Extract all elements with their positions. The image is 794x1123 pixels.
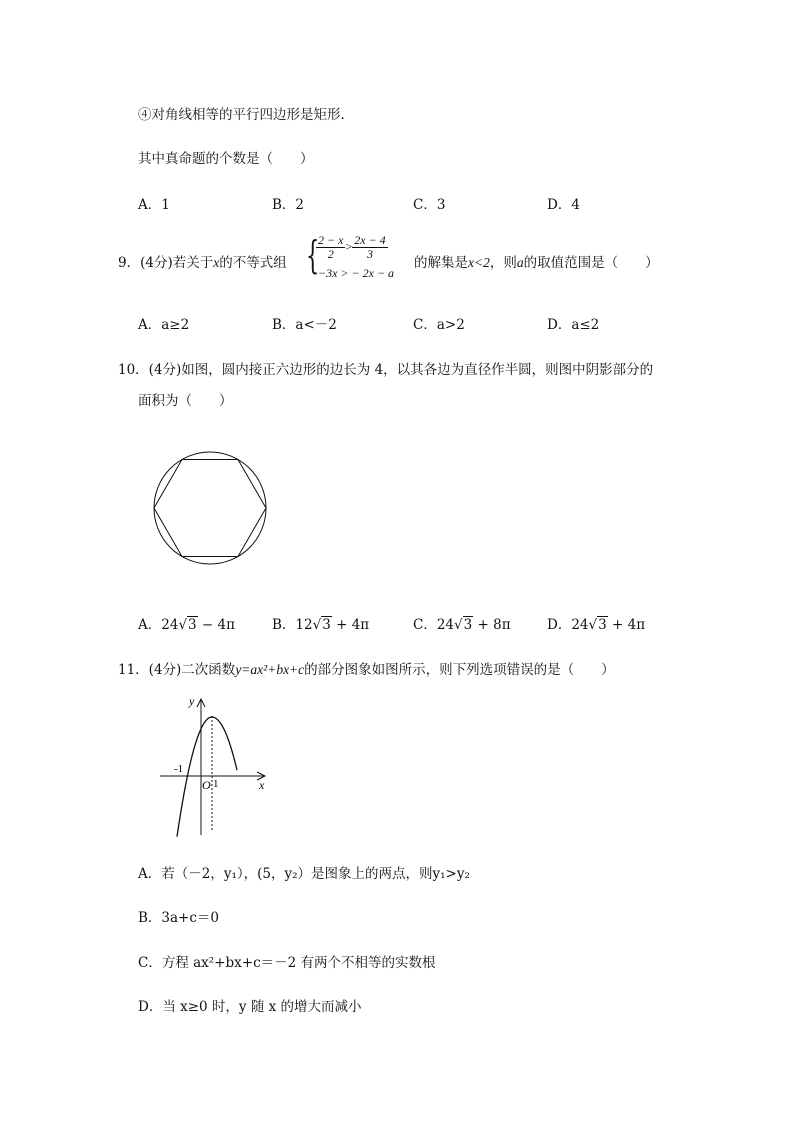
q10-opt-b-sqrt: √3 bbox=[312, 617, 331, 633]
parabola-curve bbox=[177, 717, 237, 837]
q9-prefix: 9．(4分)若关于 bbox=[118, 255, 214, 271]
q10-opt-d-rest: + 4π bbox=[607, 617, 646, 633]
q11-suffix: 的部分图象如图所示，则下列选项错误的是（ ） bbox=[304, 662, 615, 678]
q9-frac-1-num: 2 − x bbox=[318, 233, 344, 247]
q9-frac-1-den: 2 bbox=[327, 247, 334, 261]
q9-frac-2-num: 2x − 4 bbox=[354, 233, 386, 247]
q9-system-row-1 bbox=[316, 234, 388, 261]
q10-opt-d-coef: 24 bbox=[571, 617, 589, 633]
q10-opt-b-coef: 12 bbox=[295, 617, 313, 633]
q9-suffix-1: 的解集是 bbox=[414, 255, 468, 271]
q11-stem bbox=[118, 658, 615, 678]
q9-frac-1 bbox=[316, 234, 345, 261]
q11-option-b: B．3a+c＝0 bbox=[138, 910, 220, 926]
q9-option-c: C．a>2 bbox=[413, 317, 465, 333]
q9-option-d: D．a≤2 bbox=[547, 317, 600, 333]
y-axis-label: y bbox=[189, 694, 195, 708]
q10-opt-c-rest: + 8π bbox=[473, 617, 511, 633]
q9-var-x: x bbox=[213, 255, 220, 270]
q10-option-d bbox=[547, 613, 645, 633]
q9-option-a: A．a≥2 bbox=[138, 317, 190, 333]
q10-hexagon-figure bbox=[132, 428, 292, 588]
q10-option-c bbox=[413, 613, 511, 633]
q11-option-d: D．当 x≥0 时，y 随 x 的增大而减小 bbox=[138, 999, 362, 1015]
q9-frac-2 bbox=[352, 234, 387, 261]
q8-option-c: C．3 bbox=[413, 197, 446, 213]
q8-question: 其中真命题的个数是（ ） bbox=[138, 151, 314, 167]
q10-opt-c-coef: 24 bbox=[436, 617, 455, 633]
q9-system-brace: { bbox=[306, 233, 320, 277]
q8-option-a: A．1 bbox=[138, 197, 170, 213]
q10-opt-c-sqrt: √3 bbox=[454, 617, 473, 633]
q9-var-a: a bbox=[516, 255, 524, 270]
q9-tail bbox=[414, 251, 659, 271]
neg-one-label: -1 bbox=[174, 763, 184, 775]
q8-option-d: D．4 bbox=[547, 197, 580, 213]
q10-opt-d-sqrt: √3 bbox=[588, 617, 607, 633]
q9-frac-2-den: 3 bbox=[366, 247, 373, 261]
q9-stem bbox=[118, 251, 287, 271]
q10-opt-a-sqrt: √3 bbox=[178, 617, 197, 633]
q10-option-b bbox=[272, 613, 369, 633]
origin-label: O bbox=[202, 778, 211, 792]
q11-parabola-graph bbox=[160, 692, 275, 842]
q9-system-row-2: −3x > − 2x − a bbox=[318, 266, 395, 280]
q10-stem-line-2: 面积为（ ） bbox=[138, 393, 233, 409]
q8-statement-4: ④对角线相等的平行四边形是矩形. bbox=[138, 107, 345, 123]
q9-suffix-2: ，则 bbox=[489, 255, 517, 271]
q10-opt-d-label: D． bbox=[547, 617, 572, 633]
q11-func: y=ax²+bx+c bbox=[235, 662, 305, 677]
q9-cond: x<2 bbox=[468, 255, 490, 270]
q11-option-c: C．方程 ax²+bx+c＝－2 有两个不相等的实数根 bbox=[138, 955, 436, 971]
q10-opt-a-coef: 24 bbox=[161, 617, 179, 633]
q10-stem-line-1: 10．(4分)如图，圆内接正六边形的边长为 4，以其各边为直径作半圆，则图中阴影部分的 bbox=[118, 362, 654, 378]
q11-option-a: A．若（－2，y₁），(5，y₂）是图象上的两点，则y₁>y₂ bbox=[138, 866, 470, 882]
one-label: 1 bbox=[213, 778, 219, 790]
q8-option-b: B．2 bbox=[272, 197, 305, 213]
q10-option-a bbox=[138, 613, 235, 633]
x-axis-label: x bbox=[259, 778, 265, 792]
q9-row1-gt: > bbox=[345, 239, 353, 254]
q9-mid: 的不等式组 bbox=[219, 255, 287, 271]
q9-suffix-3: 的取值范围是（ ） bbox=[523, 255, 659, 271]
q11-prefix: 11．(4分)二次函数 bbox=[118, 662, 236, 678]
circumcircle bbox=[154, 452, 266, 564]
q10-opt-a-rest: − 4π bbox=[197, 617, 235, 633]
q10-opt-b-rest: + 4π bbox=[331, 617, 370, 633]
q10-opt-b-label: B． bbox=[272, 617, 296, 633]
q10-opt-c-label: C． bbox=[413, 617, 437, 633]
q9-option-b: B．a<－2 bbox=[272, 317, 337, 333]
q10-opt-a-label: A． bbox=[138, 617, 162, 633]
